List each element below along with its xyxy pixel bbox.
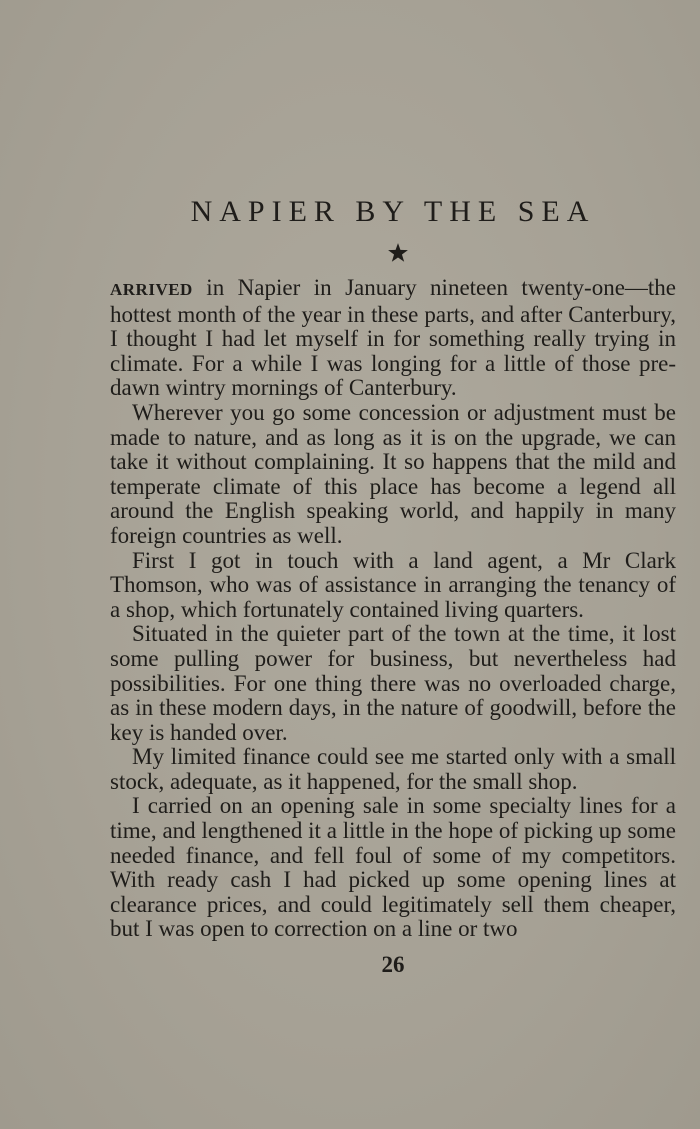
opening-word: ARRIVED — [110, 280, 193, 299]
page-number: 26 — [381, 952, 405, 977]
chapter-title: NAPIER BY THE SEA — [190, 195, 596, 228]
body-paragraph: First I got in touch with a land agent, a Mr Clark Thomson, who was of assistance in arranging the tenancy of a shop, which fortunately contained living quarters. — [110, 547, 676, 622]
chapter-body-text — [110, 276, 676, 942]
star-ornament-icon — [383, 238, 413, 268]
body-paragraph: My limited finance could see me started only with a small stock, adequate, as it happened, for the small shop. — [110, 744, 676, 794]
opening-paragraph-text: in Napier in January nineteen twenty-one—the hottest month of the year in these parts, and after Canterbury, I thought I had let myself in for something really trying in climate. For a while I was longing for a little of those pre-dawn wintry mornings of Canterbury. — [110, 275, 676, 401]
body-paragraph: Situated in the quieter part of the town at the time, it lost some pulling power for business, but nevertheless had possibilities. For one thing there was no overloaded charge, as in these modern days, in the nature of goodwill, before the key is handed over. — [110, 621, 676, 745]
body-paragraph: I carried on an opening sale in some specialty lines for a time, and lengthened it a little in the hope of picking up some needed finance, and fell foul of some of my competitors. With ready cash I had picked up some opening lines at clearance prices, and could legitimately sell them cheaper, but I was open to correction on a line or two — [110, 793, 676, 942]
opening-paragraph — [110, 276, 676, 401]
body-paragraph: Wherever you go some concession or adjustment must be made to nature, and as long as it is on the upgrade, we can take it without complaining. It so happens that the mild and temperate climate of this place has become a legend all around the English speaking world, and happily in many foreign countries as well. — [110, 399, 676, 548]
